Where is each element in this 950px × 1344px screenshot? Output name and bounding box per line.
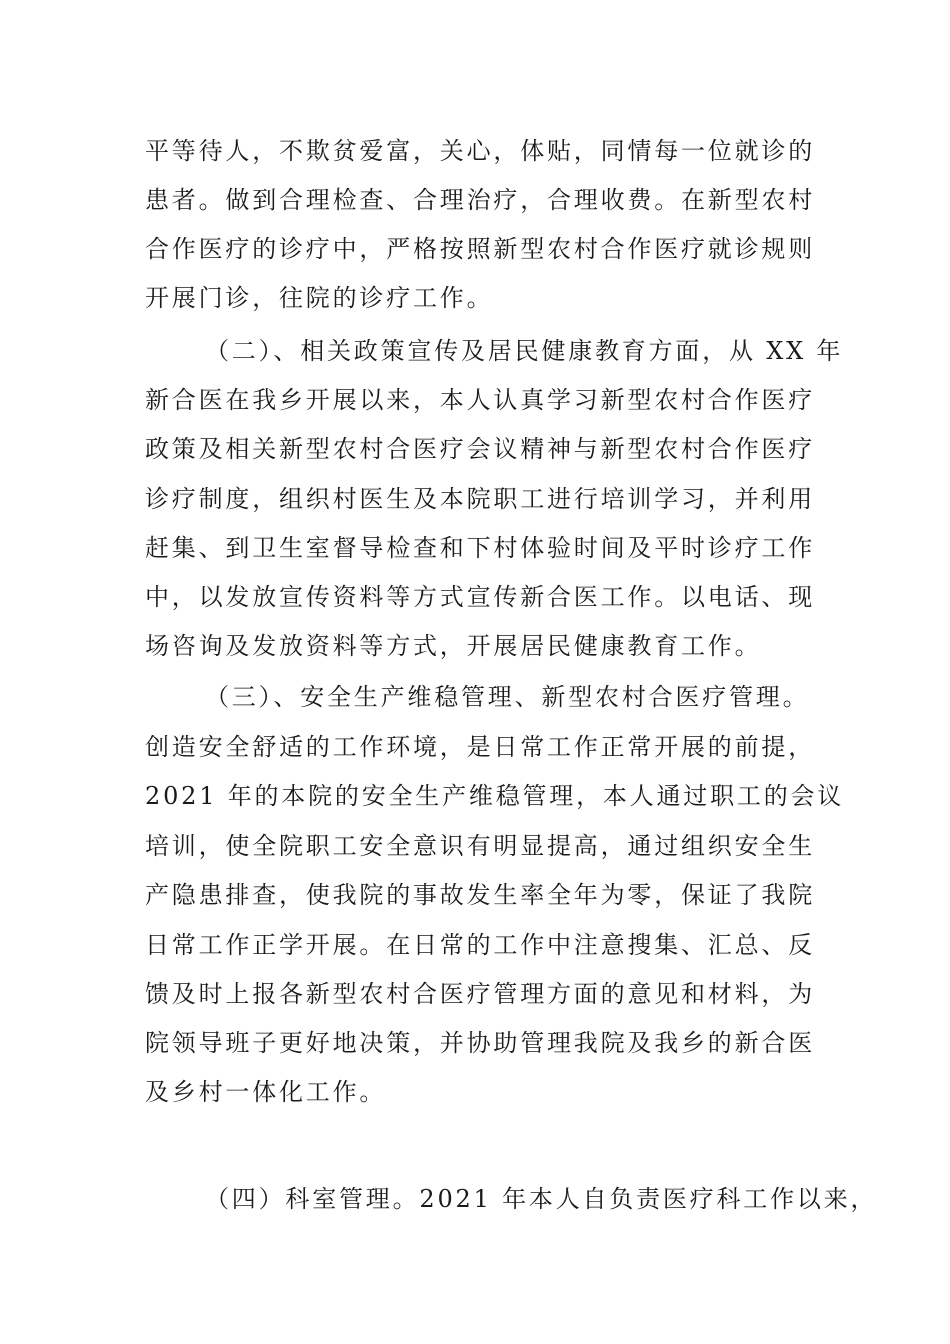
- text-line: （三）、安全生产维稳管理、新型农村合医疗管理。: [205, 683, 810, 711]
- text-line: 院领导班子更好地决策，并协助管理我院及我乡的新合医: [145, 1029, 815, 1057]
- text-line: 诊疗制度，组织村医生及本院职工进行培训学习，并利用: [145, 485, 815, 513]
- text-line: 开展门诊，往院的诊疗工作。: [145, 284, 494, 312]
- text-line: 中，以发放宣传资料等方式宣传新合医工作。以电话、现: [145, 583, 815, 611]
- text-line: （四）科室管理。2021 年本人自负责医疗科工作以来，: [205, 1185, 878, 1213]
- text-line: （二）、相关政策宣传及居民健康教育方面，从 XX 年: [205, 337, 844, 365]
- text-line: 2021 年的本院的安全生产维稳管理，本人通过职工的会议: [145, 782, 845, 810]
- text-line: 及乡村一体化工作。: [145, 1078, 387, 1106]
- text-line: 患者。做到合理检查、合理治疗，合理收费。在新型农村: [145, 186, 815, 214]
- text-line: 培训，使全院职工安全意识有明显提高，通过组织安全生: [145, 832, 815, 860]
- text-line: 新合医在我乡开展以来，本人认真学习新型农村合作医疗: [145, 386, 815, 414]
- text-line: 日常工作正学开展。在日常的工作中注意搜集、汇总、反: [145, 931, 815, 959]
- text-line: 产隐患排查，使我院的事故发生率全年为零，保证了我院: [145, 881, 815, 909]
- text-line: 合作医疗的诊疗中，严格按照新型农村合作医疗就诊规则: [145, 235, 815, 263]
- text-line: 赶集、到卫生室督导检查和下村体验时间及平时诊疗工作: [145, 534, 815, 562]
- text-line: 政策及相关新型农村合医疗会议精神与新型农村合作医疗: [145, 435, 815, 463]
- text-line: 馈及时上报各新型农村合医疗管理方面的意见和材料，为: [145, 980, 815, 1008]
- text-line: 场咨询及发放资料等方式，开展居民健康教育工作。: [145, 632, 762, 660]
- text-line: 平等待人，不欺贫爱富，关心，体贴，同情每一位就诊的: [145, 137, 815, 165]
- text-line: 创造安全舒适的工作环境，是日常工作正常开展的前提，: [145, 733, 815, 761]
